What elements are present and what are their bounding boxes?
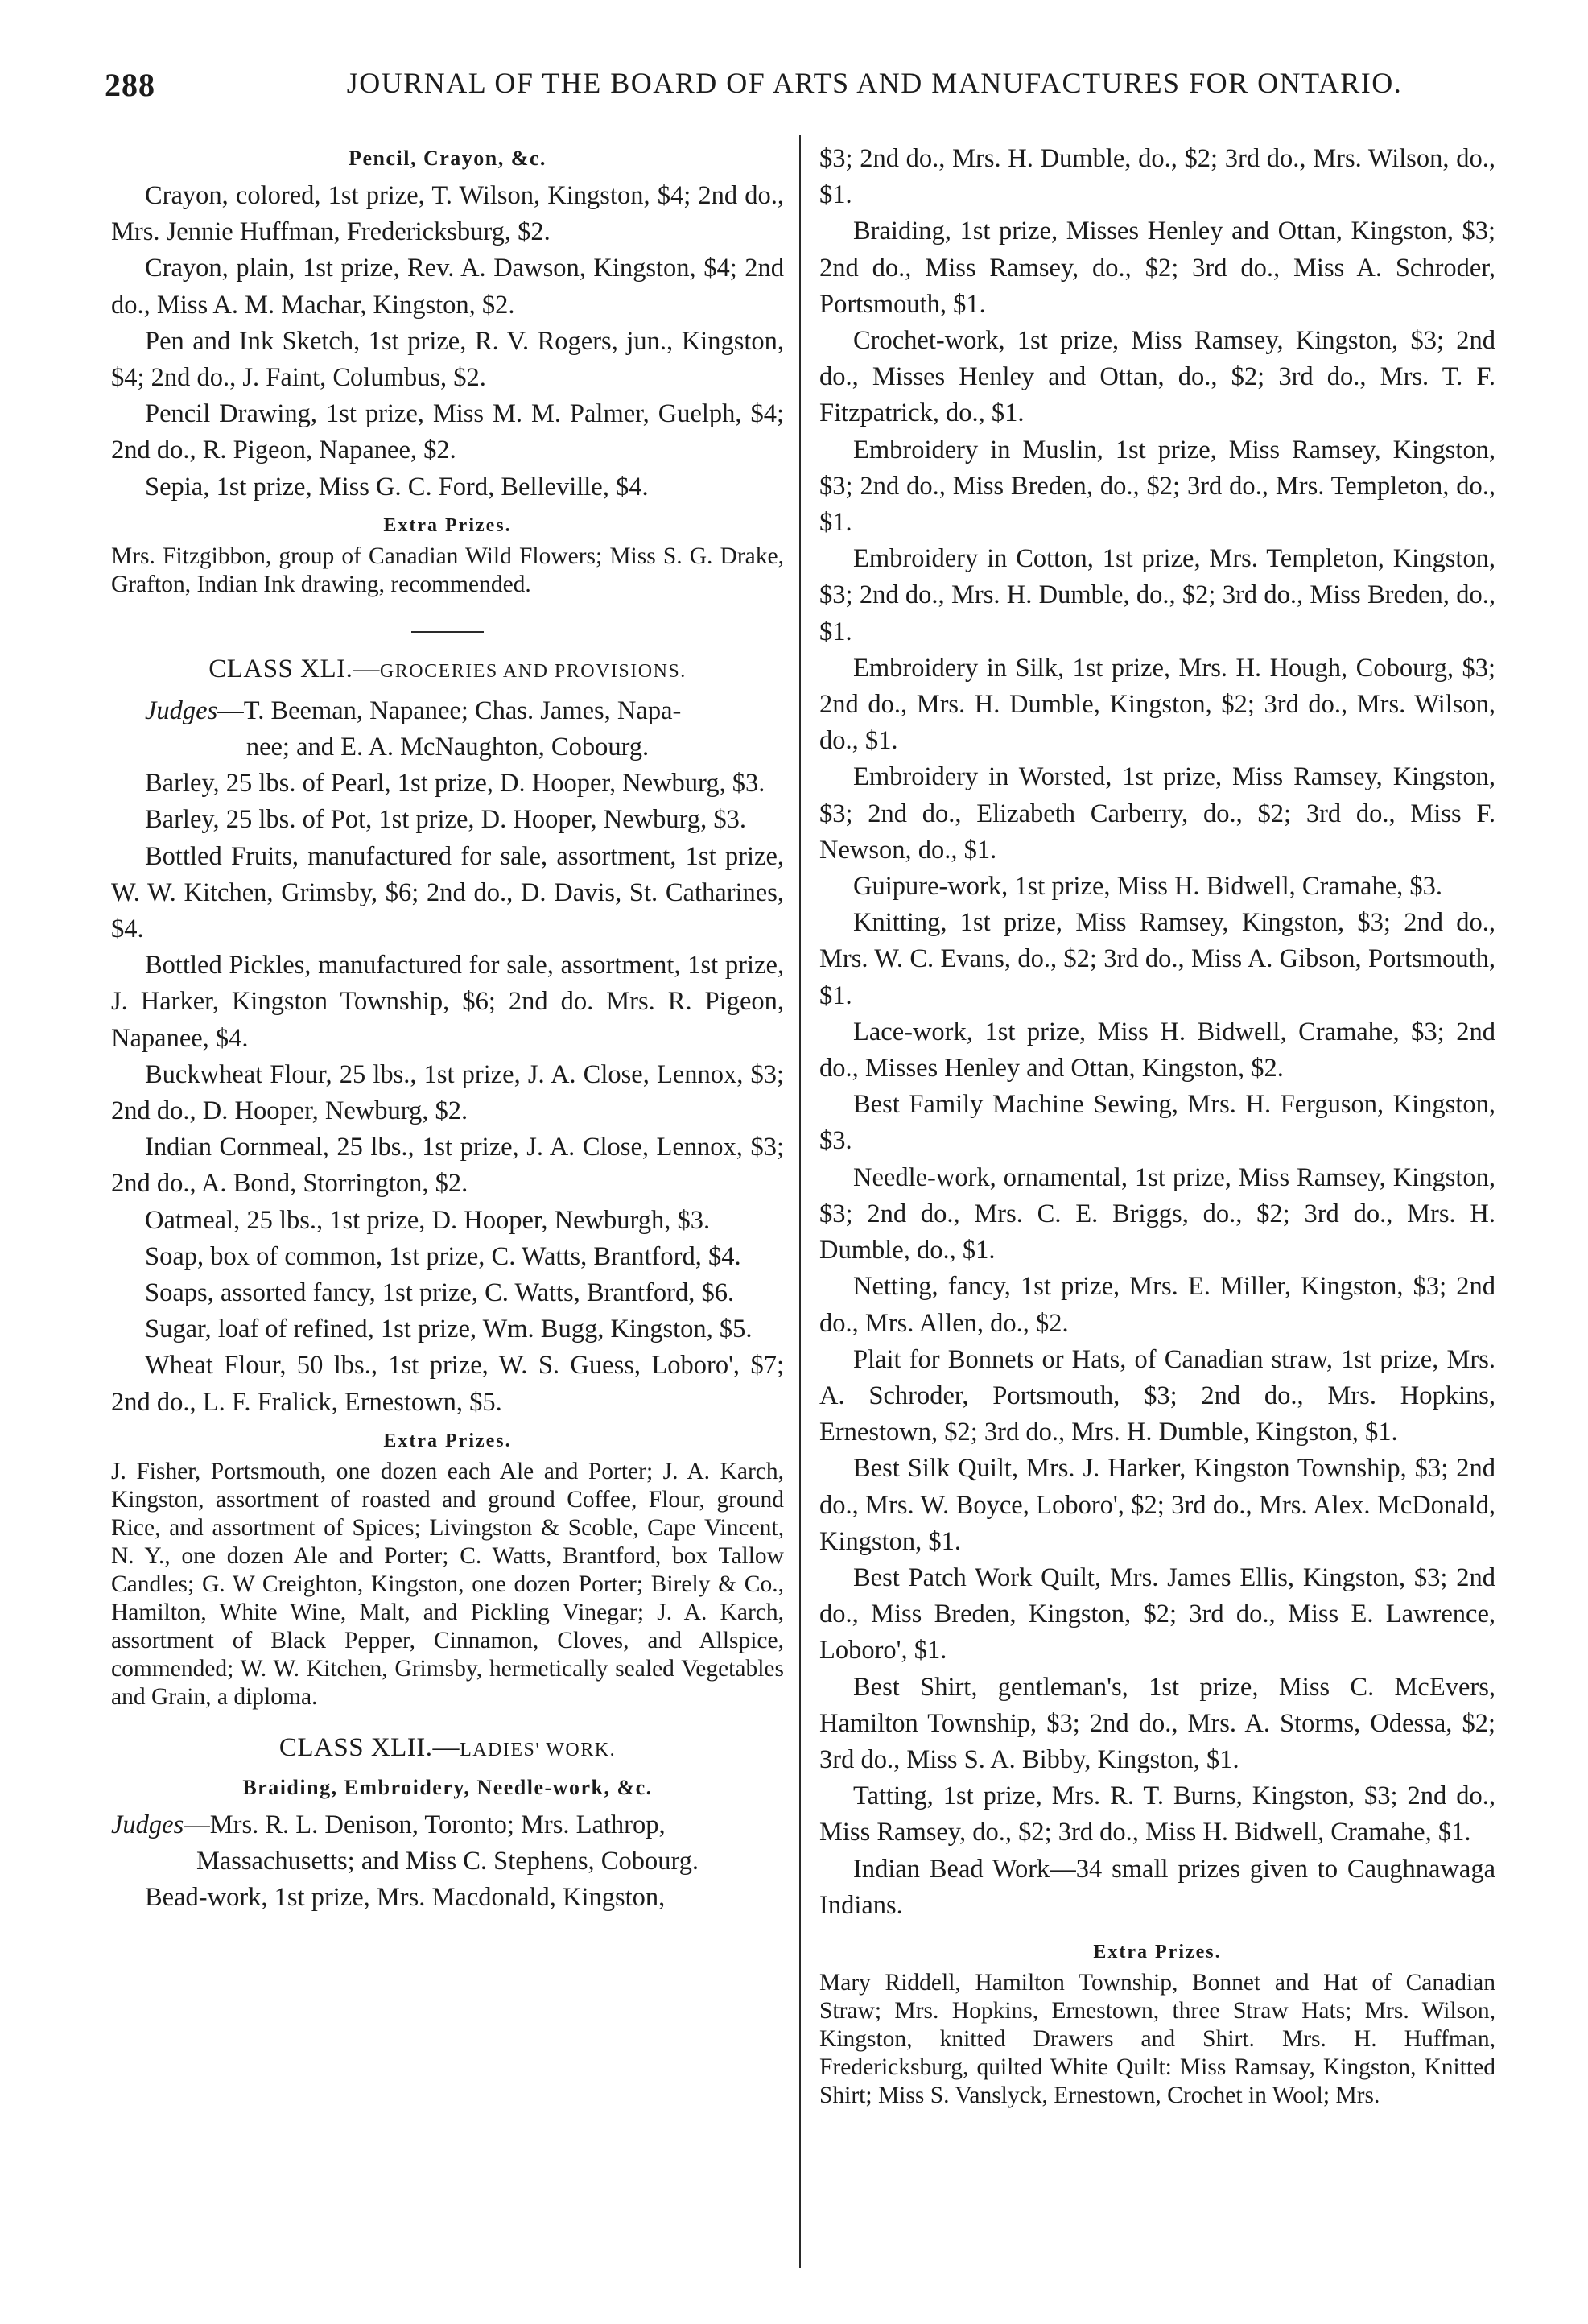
spacer — [819, 1924, 1495, 1932]
prize-entry: Best Silk Quilt, Mrs. J. Harker, Kingston Township, $3; 2nd do., Mrs. W. Boyce, Loboro', $2; 3rd do., Mrs. Alex. McDonald, Kingston, $1. — [819, 1454, 1495, 1556]
extra-prizes-text: Mary Riddell, Hamilton Township, Bonnet and Hat of Canadian Straw; Mrs. Hopkins, Ernestown, three Straw Hats; Mrs. Wilson, Kingston, knitted Drawers and Shirt. Mrs. H. Huffman, Fredericksburg, quilted White Quilt: Miss Ramsay, Kingston, Knitted Shirt; Miss S. Vanslyck, Ernestown, Crochet in Wool; Mrs. — [819, 1969, 1495, 2108]
prize-entry: Wheat Flour, 50 lbs., 1st prize, W. S. Guess, Loboro', $7; 2nd do., L. F. Fralick, Ernestown, $5. — [111, 1351, 784, 1417]
judges-line-cont: nee; and E. A. McNaughton, Cobourg. — [245, 733, 650, 762]
left-column — [111, 141, 784, 2276]
extra-prizes-text: J. Fisher, Portsmouth, one dozen each Ale and Porter; J. A. Karch, Kingston, assortment of roasted and ground Coffee, Flour, ground Rice, and assortment of Spices; Livingston & Scoble, Cape Vincent, N. Y., one dozen Ale and Porter; C. Watts, Brantford, box Tallow Candles; G. W Creighton, Kingston, one dozen Porter; Birely & Co., Hamilton, White Wine, Malt, and Pickling Vinegar; J. A. Karch, assortment of Black Pepper, Cinnamon, Cloves, and Allspice, commended; W. W. Kitchen, Grimsby, hermetically sealed Vegetables and Grain, a diploma. — [111, 1458, 784, 1710]
prize-entry: Oatmeal, 25 lbs., 1st prize, D. Hooper, Newburgh, $3. — [145, 1205, 711, 1235]
section-heading-braiding: Braiding, Embroidery, Needle-work, &c. — [242, 1775, 653, 1799]
prize-entry: Best Shirt, gentleman's, 1st prize, Miss C. McEvers, Hamilton Township, $3; 2nd do., Mrs. A. Storms, Odessa, $2; 3rd do., Miss S. A. Bibby, Kingston, $1. — [819, 1672, 1495, 1774]
extra-prizes-heading: Extra Prizes. — [383, 1430, 512, 1451]
prize-entry: Pencil Drawing, 1st prize, Miss M. M. Palmer, Guelph, $4; 2nd do., R. Pigeon, Napanee, $2. — [111, 399, 784, 465]
prize-entry: Sugar, loaf of refined, 1st prize, Wm. Bugg, Kingston, $5. — [145, 1315, 753, 1344]
prize-entry: Embroidery in Worsted, 1st prize, Miss Ramsey, Kingston, $3; 2nd do., Elizabeth Carberry, do., $2; 3rd do., Miss F. Newson, do., $1. — [819, 762, 1495, 865]
running-title: JOURNAL OF THE BOARD OF ARTS AND MANUFACTURES FOR ONTARIO. — [346, 67, 1403, 99]
prize-entry: Guipure-work, 1st prize, Miss H. Bidwell, Cramahe, $3. — [853, 872, 1443, 902]
prize-entry: Soap, box of common, 1st prize, C. Watts, Brantford, $4. — [145, 1241, 741, 1271]
judges-label: Judges — [145, 696, 218, 725]
section-heading-pencil: Pencil, Crayon, &c. — [349, 147, 547, 170]
class-41-title — [111, 650, 784, 690]
judges-line-cont: Massachusetts; and Miss C. Stephens, Cobourg. — [196, 1847, 699, 1876]
prize-entry: Needle-work, ornamental, 1st prize, Miss Ramsey, Kingston, $3; 2nd do., Mrs. C. E. Briggs, do., $2; 3rd do., Mrs. H. Dumble, do., $1. — [819, 1162, 1495, 1265]
column-divider — [799, 135, 801, 2268]
prize-entry: Buckwheat Flour, 25 lbs., 1st prize, J. A. Close, Lennox, $3; 2nd do., D. Hooper, Newburg, $2. — [111, 1059, 784, 1126]
judges-line — [111, 693, 784, 729]
prize-entry: Braiding, 1st prize, Misses Henley and Ottan, Kingston, $3; 2nd do., Miss Ramsey, do., $2; 3rd do., Miss A. Schroder, Portsmouth, $1. — [819, 217, 1495, 319]
extra-prizes-text: Mrs. Fitzgibbon, group of Canadian Wild Flowers; Miss S. G. Drake, Grafton, Indian Ink drawing, recommended. — [111, 543, 784, 597]
prize-entry: Crochet-work, 1st prize, Miss Ramsey, Kingston, $3; 2nd do., Misses Henley and Ottan, do., $2; 3rd do., Mrs. T. F. Fitzpatrick, do., $1. — [819, 326, 1495, 428]
judges-label: Judges — [111, 1810, 184, 1839]
prize-entry: Plait for Bonnets or Hats, of Canadian straw, 1st prize, Mrs. A. Schroder, Portsmouth, $3; 2nd do., Mrs. Hopkins, Ernestown, $2; 3rd do., Mrs. H. Dumble, Kingston, $1. — [819, 1344, 1495, 1447]
prize-entry: Barley, 25 lbs. of Pot, 1st prize, D. Hooper, Newburg, $3. — [145, 805, 746, 835]
prize-entry: Lace-work, 1st prize, Miss H. Bidwell, Cramahe, $3; 2nd do., Misses Henley and Ottan, Kingston, $2. — [819, 1017, 1495, 1084]
page-number: 288 — [105, 67, 155, 103]
extra-prizes-heading: Extra Prizes. — [383, 514, 512, 536]
prize-entry: Best Patch Work Quilt, Mrs. James Ellis, Kingston, $3; 2nd do., Miss Breden, Kingston, $2; 3rd do., Miss E. Lawrence, Loboro', $1. — [819, 1562, 1495, 1666]
prize-entry: Crayon, plain, 1st prize, Rev. A. Dawson, Kingston, $4; 2nd do., Miss A. M. Machar, Kingston, $2. — [111, 254, 784, 320]
prize-entry: Netting, fancy, 1st prize, Mrs. E. Miller, Kingston, $3; 2nd do., Mrs. Allen, do., $2. — [819, 1272, 1495, 1338]
prize-entry: Sepia, 1st prize, Miss G. C. Ford, Belleville, $4. — [145, 472, 649, 502]
judges-names: —T. Beeman, Napanee; Chas. James, Napa- — [217, 696, 682, 725]
prize-entry: Embroidery in Silk, 1st prize, Mrs. H. Hough, Cobourg, $3; 2nd do., Mrs. H. Dumble, Kingston, $2; 3rd do., Mrs. Wilson, do., $1. — [819, 653, 1495, 756]
prize-entry: Indian Bead Work—34 small prizes given to Caughnawaga Indians. — [819, 1854, 1495, 1920]
prize-entry: Embroidery in Cotton, 1st prize, Mrs. Templeton, Kingston, $3; 2nd do., Mrs. H. Dumble, do., $2; 3rd do., Miss Breden, do., $1. — [819, 544, 1495, 646]
class-42-number: CLASS XLII.— — [278, 1732, 460, 1762]
judges-line — [111, 1807, 784, 1843]
section-rule — [411, 631, 484, 633]
prize-entry: Tatting, 1st prize, Mrs. R. T. Burns, Kingston, $3; 2nd do., Miss Ramsey, do., $2; 3rd do., Miss H. Bidwell, Cramahe, $1. — [819, 1781, 1495, 1847]
class-41-number: CLASS XLI.— — [208, 654, 380, 683]
prize-entry: Bead-work, 1st prize, Mrs. Macdonald, Kingston, — [145, 1883, 666, 1913]
prize-entry: Barley, 25 lbs. of Pearl, 1st prize, D. Hooper, Newburg, $3. — [145, 769, 765, 799]
prize-entry: Indian Cornmeal, 25 lbs., 1st prize, J. A. Close, Lennox, $3; 2nd do., A. Bond, Storrington, $2. — [111, 1133, 784, 1199]
right-column — [819, 141, 1495, 2276]
prize-entry: Bottled Pickles, manufactured for sale, assortment, 1st prize, J. Harker, Kingston Township, $6; 2nd do. Mrs. R. Pigeon, Napanee, $4. — [111, 951, 784, 1053]
prize-entry: Crayon, colored, 1st prize, T. Wilson, Kingston, $4; 2nd do., Mrs. Jennie Huffman, Fredericksburg, $2. — [111, 181, 784, 247]
prize-entry-continued: $3; 2nd do., Mrs. H. Dumble, do., $2; 3rd do., Mrs. Wilson, do., $1. — [819, 144, 1495, 210]
extra-prizes-heading: Extra Prizes. — [1093, 1941, 1222, 1963]
judges-names: —Mrs. R. L. Denison, Toronto; Mrs. Lathrop, — [184, 1810, 666, 1839]
prize-entry: Embroidery in Muslin, 1st prize, Miss Ramsey, Kingston, $3; 2nd do., Miss Breden, do., $2; 3rd do., Mrs. Templeton, do., $1. — [819, 435, 1495, 538]
prize-entry: Bottled Fruits, manufactured for sale, assortment, 1st prize, W. W. Kitchen, Grimsby, $6; 2nd do., D. Davis, St. Catharines, $4. — [111, 841, 784, 944]
prize-entry: Best Family Machine Sewing, Mrs. H. Ferguson, Kingston, $3. — [819, 1090, 1495, 1156]
prize-entry: Knitting, 1st prize, Miss Ramsey, Kingston, $3; 2nd do., Mrs. W. C. Evans, do., $2; 3rd do., Miss A. Gibson, Portsmouth, $1. — [819, 908, 1495, 1010]
page-header — [105, 66, 1491, 114]
class-42-name: LADIES' WORK. — [460, 1739, 617, 1761]
class-41-name: GROCERIES AND PROVISIONS. — [379, 660, 687, 682]
class-42-title — [111, 1729, 784, 1769]
prize-entry: Pen and Ink Sketch, 1st prize, R. V. Rogers, jun., Kingston, $4; 2nd do., J. Faint, Columbus, $2. — [111, 326, 784, 393]
prize-entry: Soaps, assorted fancy, 1st prize, C. Watts, Brantford, $6. — [145, 1278, 735, 1308]
